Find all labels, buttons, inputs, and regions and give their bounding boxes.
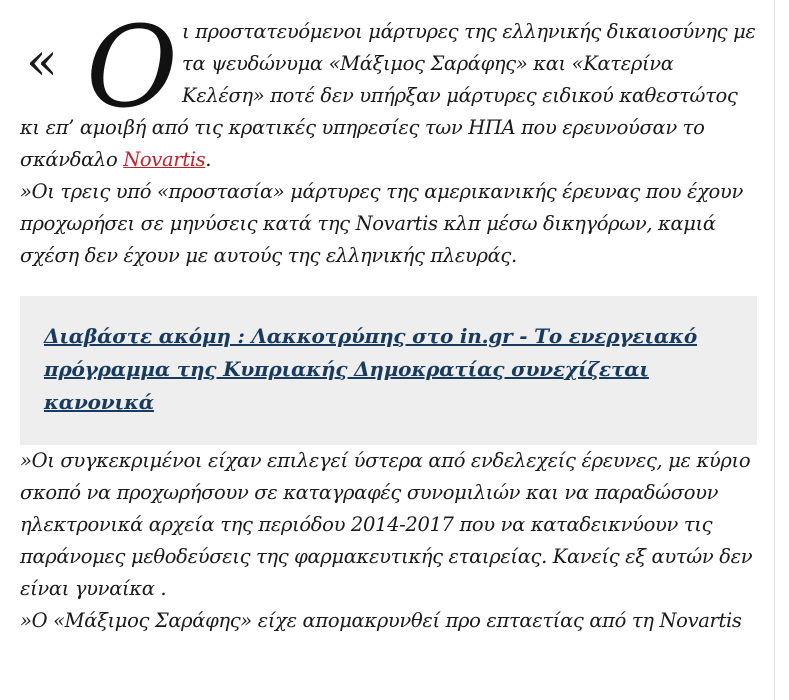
read-more-box [20, 296, 757, 445]
paragraph-4: »Ο «Μάξιμος Σαράφης» είχε απομακρυνθεί προ επταετίας από τη Novartis [20, 609, 742, 632]
novartis-link[interactable]: Novartis [123, 148, 206, 171]
lead-text: ι προστατευόμενοι μάρτυρες της ελληνικής δικαιοσύνης με τα ψευδώνυμα «Μάξιμος Σαράφης» και «Κατερίνα Κελέση» ποτέ δεν υπήρξαν μάρτυρες ειδικού καθεστώτος κι επ’ αμοιβή από τις κρατικές υπηρεσίες των ΗΠΑ που ερευνούσαν το σκάνδαλο [20, 20, 756, 171]
drop-cap-letter: Ο [86, 3, 178, 133]
drop-cap [20, 3, 180, 133]
scrollbar-track[interactable] [774, 0, 775, 700]
paragraph-2: »Οι τρεις υπό «προστασία» μάρτυρες της αμερικανικής έρευνας που έχουν προχωρήσει σε μηνύσεις κατά της Novartis κλπ μέσω δικηγόρων, καμιά σχέση δεν έχουν με αυτούς της ελληνικής πλευράς. [20, 180, 743, 267]
drop-cap-quote: « [26, 32, 52, 92]
paragraph-3: »Οι συγκεκριμένοι είχαν επιλεγεί ύστερα από ενδελεχείς έρευνες, με κύριο σκοπό να προχωρήσουν σε καταγραφές συνομιλιών και να παραδώσουν ηλεκτρονικά αρχεία της περιόδου 2014-2017 που να καταδεικνύουν τις παράνομες μεθοδεύσεις της φαρμακευτικής εταιρείας. Κανείς εξ αυτών δεν είναι γυναίκα . [20, 449, 753, 600]
lead-text-end: . [205, 148, 212, 171]
article-body [20, 0, 760, 637]
lead-paragraph [20, 0, 760, 176]
read-more-link[interactable]: Διαβάστε ακόμη : Λακκοτρύπης στο in.gr - Το ενεργειακό πρόγραμμα της Κυπριακής Δημοκρατίας συνεχίζεται κανονικά [44, 324, 697, 414]
